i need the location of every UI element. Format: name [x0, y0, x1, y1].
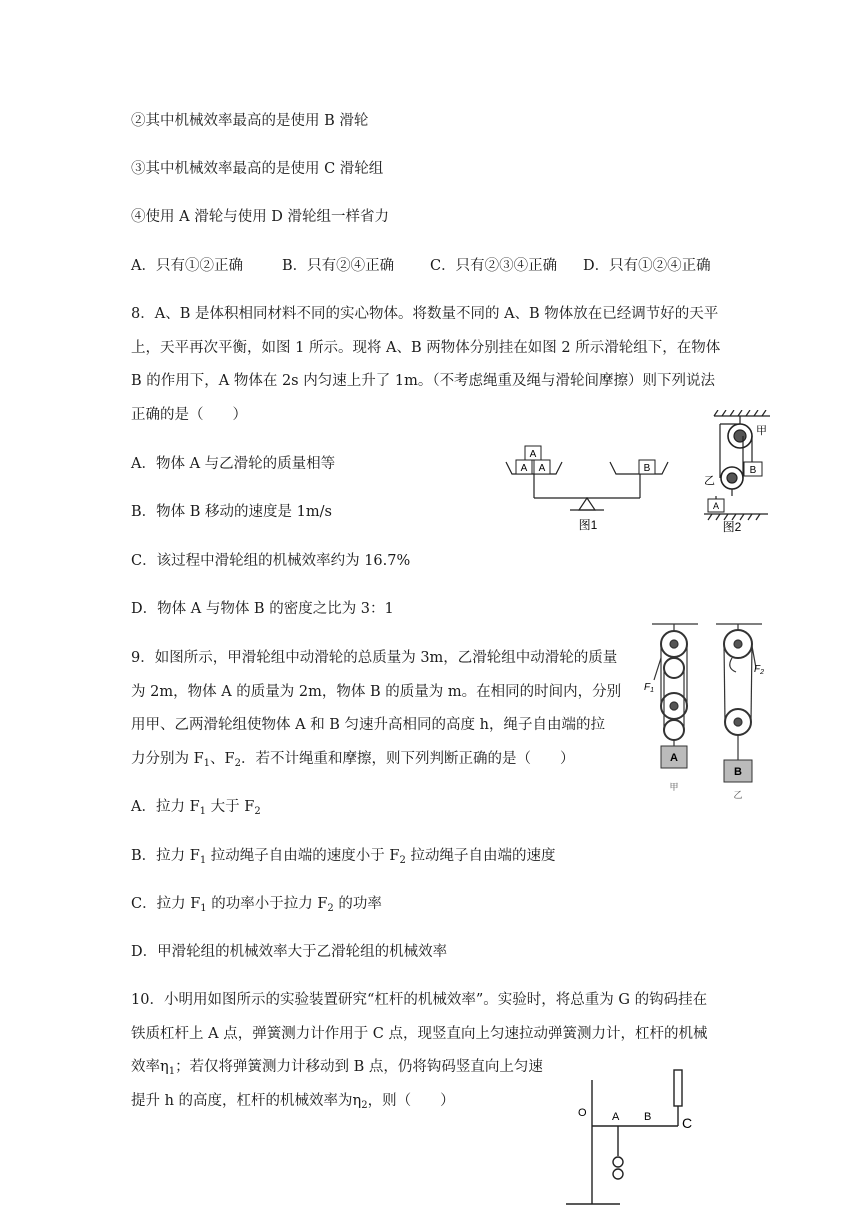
q7-statement-4: ④使用 A 滑轮与使用 D 滑轮组一样省力: [131, 209, 390, 225]
q8-stem-line-3: B 的作用下，A 物体在 2s 内匀速上升了 1m。（不考虑绳重及绳与滑轮间摩擦）则下列说法: [131, 373, 716, 389]
q8-stem-line-4: 正确的是（ ）: [131, 407, 247, 423]
q7-statement-2: ②其中机械效率最高的是使用 B 滑轮: [131, 113, 369, 129]
q7-options: [131, 256, 711, 276]
q9-stem-line-1: 9．如图所示，甲滑轮组中动滑轮的总质量为 3m，乙滑轮组中动滑轮的质量: [131, 650, 618, 666]
q8-option-d[interactable]: D．物体 A 与物体 B 的密度之比为 3：1: [131, 601, 394, 617]
q10-lever-figure: [560, 1064, 700, 1216]
q7-option-d[interactable]: D．只有①②④正确: [583, 258, 711, 274]
q9-option-c[interactable]: C．拉力 $F_1$ 的功率小于拉力 $F_2$ 的功率: [131, 896, 382, 914]
q9-fig-caption-jia: 甲: [669, 782, 679, 792]
svg-text:A: A: [529, 449, 537, 460]
q9-stem-line-3: 用甲、乙两滑轮组使物体 A 和 B 匀速升高相同的高度 h，绳子自由端的拉: [131, 717, 606, 733]
q8-stem-line-1: 8．A、B 是体积相同材料不同的实心物体。将数量不同的 A、B 物体放在已经调节好的天平: [131, 306, 719, 322]
svg-text:B: B: [734, 766, 742, 778]
box-a-bottom-left: [516, 460, 532, 474]
q10-stem-line-4: 提升 h 的高度，杠杆的机械效率为$\eta_2$，则（ ）: [131, 1093, 455, 1111]
fig2-label-jia: 甲: [756, 425, 767, 437]
q9-stem-line-2: 为 2m，物体 A 的质量为 2m，物体 B 的质量为 m。在相同的时间内，分别: [131, 684, 622, 700]
q10-stem-line-3: 效率$\eta_1$；若仅将弹簧测力计移动到 B 点，仍将钩码竖直向上匀速: [131, 1059, 543, 1077]
fig2-box-a: [708, 499, 724, 512]
lever-label-c: C: [682, 1115, 693, 1131]
q7-statement-3: ③其中机械效率最高的是使用 C 滑轮组: [131, 161, 384, 177]
lever-label-a: A: [612, 1111, 620, 1123]
q8-option-b[interactable]: B．物体 B 移动的速度是 1m/s: [131, 504, 332, 520]
q9-pulley-figure: [640, 618, 780, 800]
q9-stem-line-4: 力分别为 $F_1$、$F_2$．若不计绳重和摩擦，则下列判断正确的是（ ）: [131, 751, 575, 769]
q9-option-d[interactable]: D．甲滑轮组的机械效率大于乙滑轮组的机械效率: [131, 944, 448, 960]
q8-option-c[interactable]: C．该过程中滑轮组的机械效率约为 16.7%: [131, 553, 411, 569]
lever-label-b: B: [644, 1111, 652, 1123]
q7-option-a[interactable]: A．只有①②正确: [131, 258, 243, 274]
box-a-top: [525, 446, 541, 460]
q9-fig-box-b: [724, 760, 752, 782]
svg-text:A: A: [538, 463, 546, 474]
svg-text:B: B: [643, 463, 651, 474]
q10-stem-line-1: 10．小明用如图所示的实验装置研究“杠杆的机械效率”。实验时，将总重为 G 的钩码挂在: [131, 992, 708, 1008]
q9-option-a[interactable]: A．拉力 $F_1$ 大于 $F_2$: [131, 799, 261, 817]
fig2-box-b: [744, 462, 762, 476]
lever-label-o: O: [578, 1107, 587, 1119]
q8-stem-line-2: 上，天平再次平衡，如图 1 所示。现将 A、B 两物体分别挂在如图 2 所示滑轮组下，在物体: [131, 340, 721, 356]
fig2-caption: 图2: [722, 520, 742, 534]
q10-stem-line-2: 铁质杠杆上 A 点，弹簧测力计作用于 C 点，现竖直向上匀速拉动弹簧测力计，杠杆的机械: [131, 1026, 708, 1042]
svg-text:A: A: [712, 501, 720, 511]
fig1-caption: 图1: [578, 518, 598, 532]
box-b: [639, 460, 655, 474]
q7-option-b[interactable]: B．只有②④正确: [282, 258, 395, 274]
q9-fig-f1: $F_1$: [644, 682, 655, 694]
svg-text:A: A: [670, 752, 678, 764]
q9-fig-box-a: [661, 746, 687, 768]
q8-pulley-figure: [698, 410, 782, 536]
svg-text:A: A: [520, 463, 528, 474]
q8-option-a[interactable]: A．物体 A 与乙滑轮的质量相等: [131, 456, 336, 472]
q8-balance-figure: [500, 438, 680, 534]
q9-fig-caption-yi: 乙: [733, 790, 743, 800]
q9-fig-f2: $F_2$: [754, 664, 765, 676]
box-a-bottom-right: [534, 460, 550, 474]
q9-option-b[interactable]: B．拉力 $F_1$ 拉动绳子自由端的速度小于 $F_2$ 拉动绳子自由端的速度: [131, 848, 556, 866]
q7-option-c[interactable]: C．只有②③④正确: [430, 258, 558, 274]
svg-text:B: B: [749, 465, 757, 476]
fig2-label-yi: 乙: [704, 475, 715, 487]
